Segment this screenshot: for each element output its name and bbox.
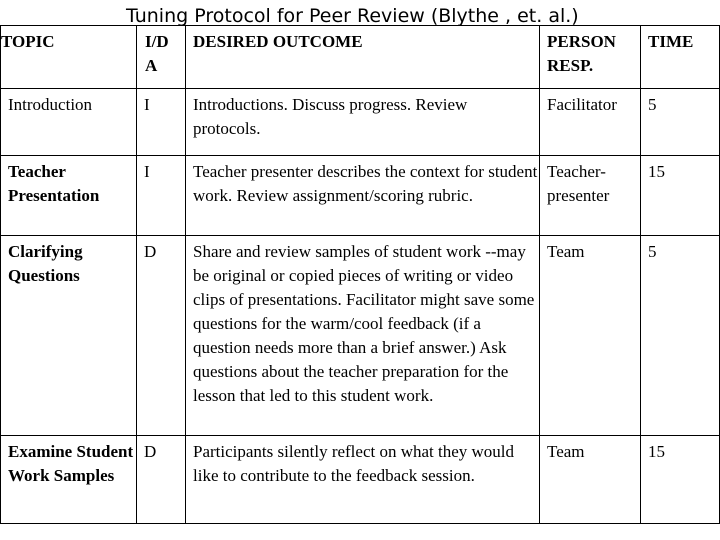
table-row: [1, 89, 720, 156]
table-row: [1, 436, 720, 524]
person-cell: Team: [540, 436, 641, 524]
header-time: TIME: [641, 26, 720, 89]
person-cell: Teacher-presenter: [540, 156, 641, 236]
ida-cell: D: [137, 236, 186, 436]
time-cell: 5: [641, 236, 720, 436]
outcome-cell: Share and review samples of student work --may be original or copied pieces of writing or video clips of presentations. Facilitator might save some questions for the warm/cool feedback (if a question needs more than a brief answer.) Ask questions about the teacher preparation for the lesson that led to this student work.: [186, 236, 540, 436]
protocol-table: [0, 25, 720, 524]
outcome-cell: Participants silently reflect on what they would like to contribute to the feedback session.: [186, 436, 540, 524]
table-row: [1, 156, 720, 236]
header-person-responsible: PERSON RESP.: [540, 26, 641, 89]
topic-cell: Examine Student Work Samples: [1, 436, 137, 524]
header-ida: I/D A: [137, 26, 186, 89]
person-cell: Facilitator: [540, 89, 641, 156]
time-cell: 15: [641, 156, 720, 236]
ida-cell: I: [137, 156, 186, 236]
topic-cell: Teacher Presentation: [1, 156, 137, 236]
ida-cell: D: [137, 436, 186, 524]
person-cell: Team: [540, 236, 641, 436]
time-cell: 5: [641, 89, 720, 156]
header-desired-outcome: DESIRED OUTCOME: [186, 26, 540, 89]
header-row: [1, 26, 720, 89]
time-cell: 15: [641, 436, 720, 524]
ida-cell: I: [137, 89, 186, 156]
topic-cell: Introduction: [1, 89, 137, 156]
outcome-cell: Introductions. Discuss progress. Review protocols.: [186, 89, 540, 156]
outcome-cell: Teacher presenter describes the context for student work. Review assignment/scoring rubric.: [186, 156, 540, 236]
table-row: [1, 236, 720, 436]
header-topic: TOPIC: [1, 26, 137, 89]
topic-cell: Clarifying Questions: [1, 236, 137, 436]
document-title: Tuning Protocol for Peer Review (Blythe , et. al.): [126, 5, 579, 27]
